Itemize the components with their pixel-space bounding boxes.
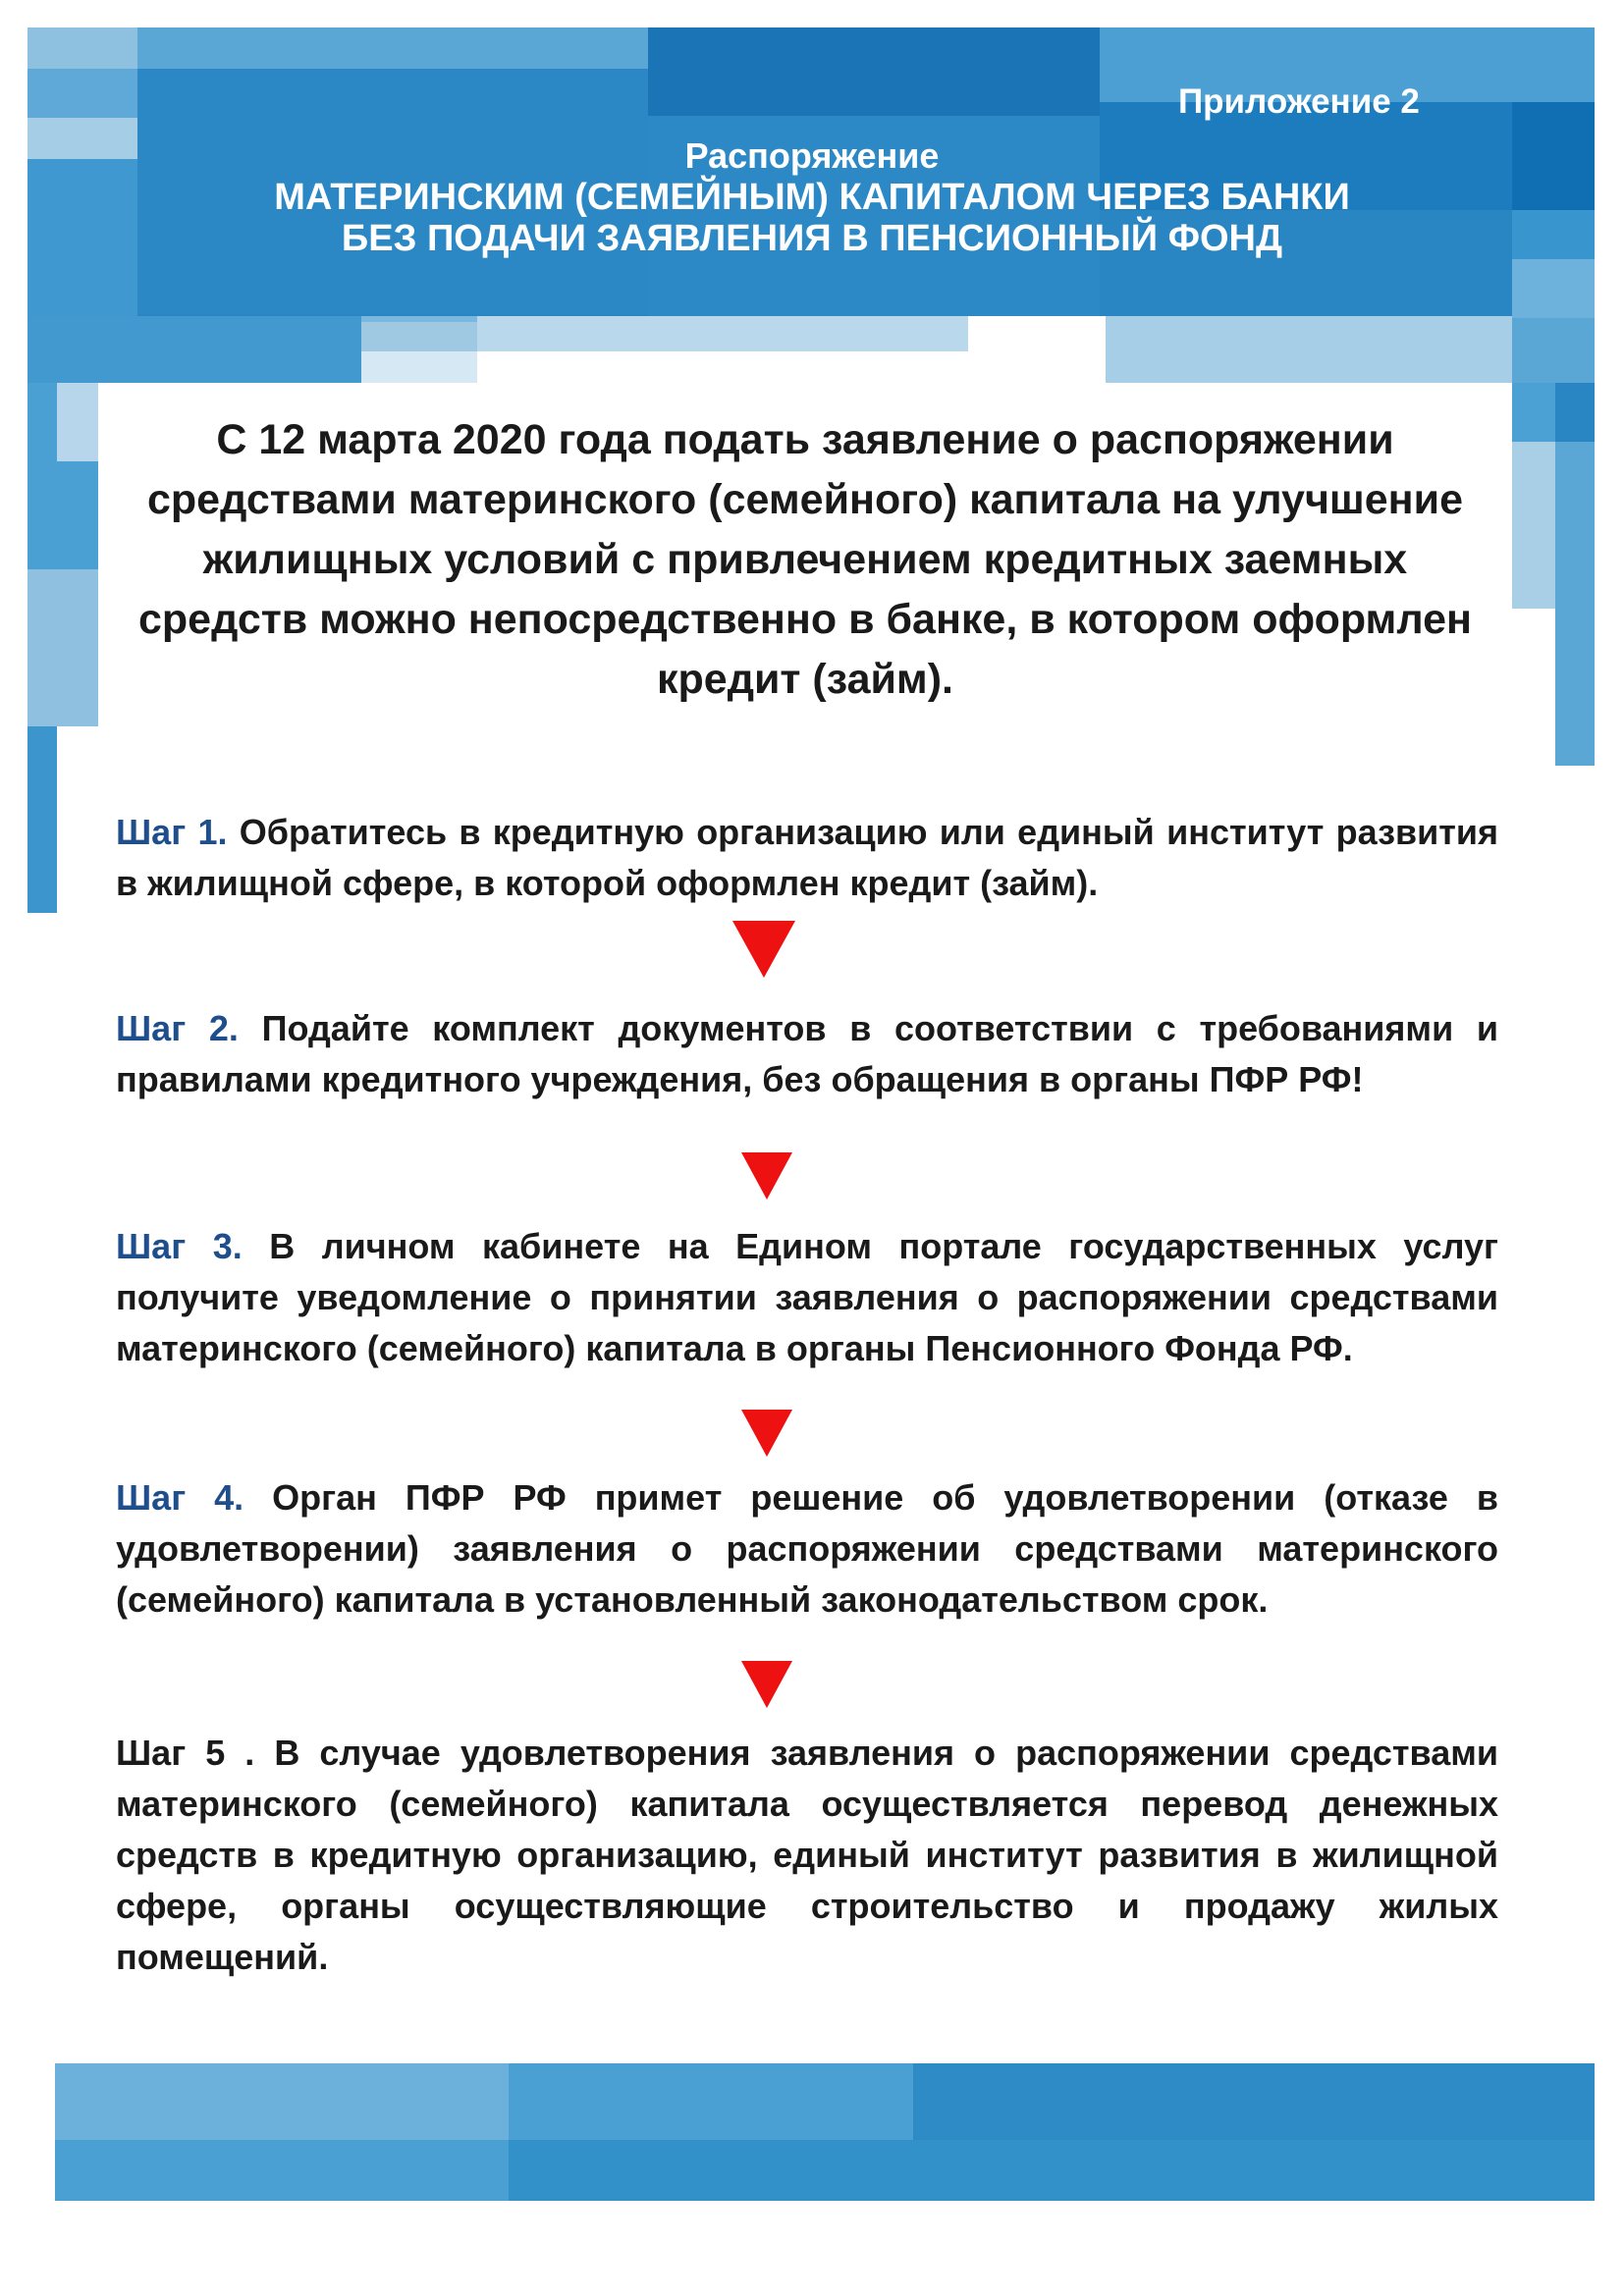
step-4-label: Шаг 4. (116, 1477, 244, 1518)
header-line-3: БЕЗ ПОДАЧИ ЗАЯВЛЕНИЯ В ПЕНСИОННЫЙ ФОНД (341, 218, 1283, 259)
step-5 (116, 1728, 1498, 1983)
step-1-label: Шаг 1. (116, 812, 228, 852)
header-line-2: МАТЕРИНСКИМ (СЕМЕЙНЫМ) КАПИТАЛОМ ЧЕРЕЗ БАНКИ (274, 177, 1350, 218)
step-5-label: Шаг 5 . (116, 1733, 255, 1773)
step-4-text: Орган ПФР РФ примет решение об удовлетворении (отказе в удовлетворении) заявления о распоряжении средствами материнского (семейного) капитала в установленный законодательством срок. (116, 1477, 1498, 1620)
arrow-down-icon (741, 1410, 792, 1457)
step-1 (116, 807, 1498, 909)
step-3-label: Шаг 3. (116, 1226, 243, 1266)
arrow-down-icon (741, 1661, 792, 1708)
step-2 (116, 1003, 1498, 1105)
step-3 (116, 1221, 1498, 1374)
step-5-text: В случае удовлетворения заявления о распоряжении средствами материнского (семейного) капитала осуществляется перевод денежных средств в кредитную организацию, единый институт развития в жилищной сфере, органы осуществляющие строительство и продажу жилых помещений. (116, 1733, 1498, 1977)
step-2-label: Шаг 2. (116, 1008, 239, 1048)
intro-paragraph: С 12 марта 2020 года подать заявление о распоряжении средствами материнского (семейного) капитала на улучшение жилищных условий с привлечением кредитных заемных средств можно непосредственно в банке, в котором оформлен кредит (займ). (138, 416, 1472, 703)
step-2-text: Подайте комплект документов в соответствии с требованиями и правилами кредитного учреждения, без обращения в органы ПФР РФ! (116, 1008, 1498, 1099)
step-1-text: Обратитесь в кредитную организацию или единый институт развития в жилищной сфере, в которой оформлен кредит (займ). (116, 812, 1498, 903)
appendix-label: Приложение 2 (1178, 82, 1420, 121)
step-3-text: В личном кабинете на Едином портале государственных услуг получите уведомление о принятии заявления о распоряжении средствами материнского (семейного) капитала в органы Пенсионного Фонда РФ. (116, 1226, 1498, 1368)
arrow-down-icon (732, 921, 795, 978)
step-4 (116, 1472, 1498, 1626)
header-line-1: Распоряжение (684, 135, 940, 176)
arrow-down-icon (741, 1152, 792, 1200)
